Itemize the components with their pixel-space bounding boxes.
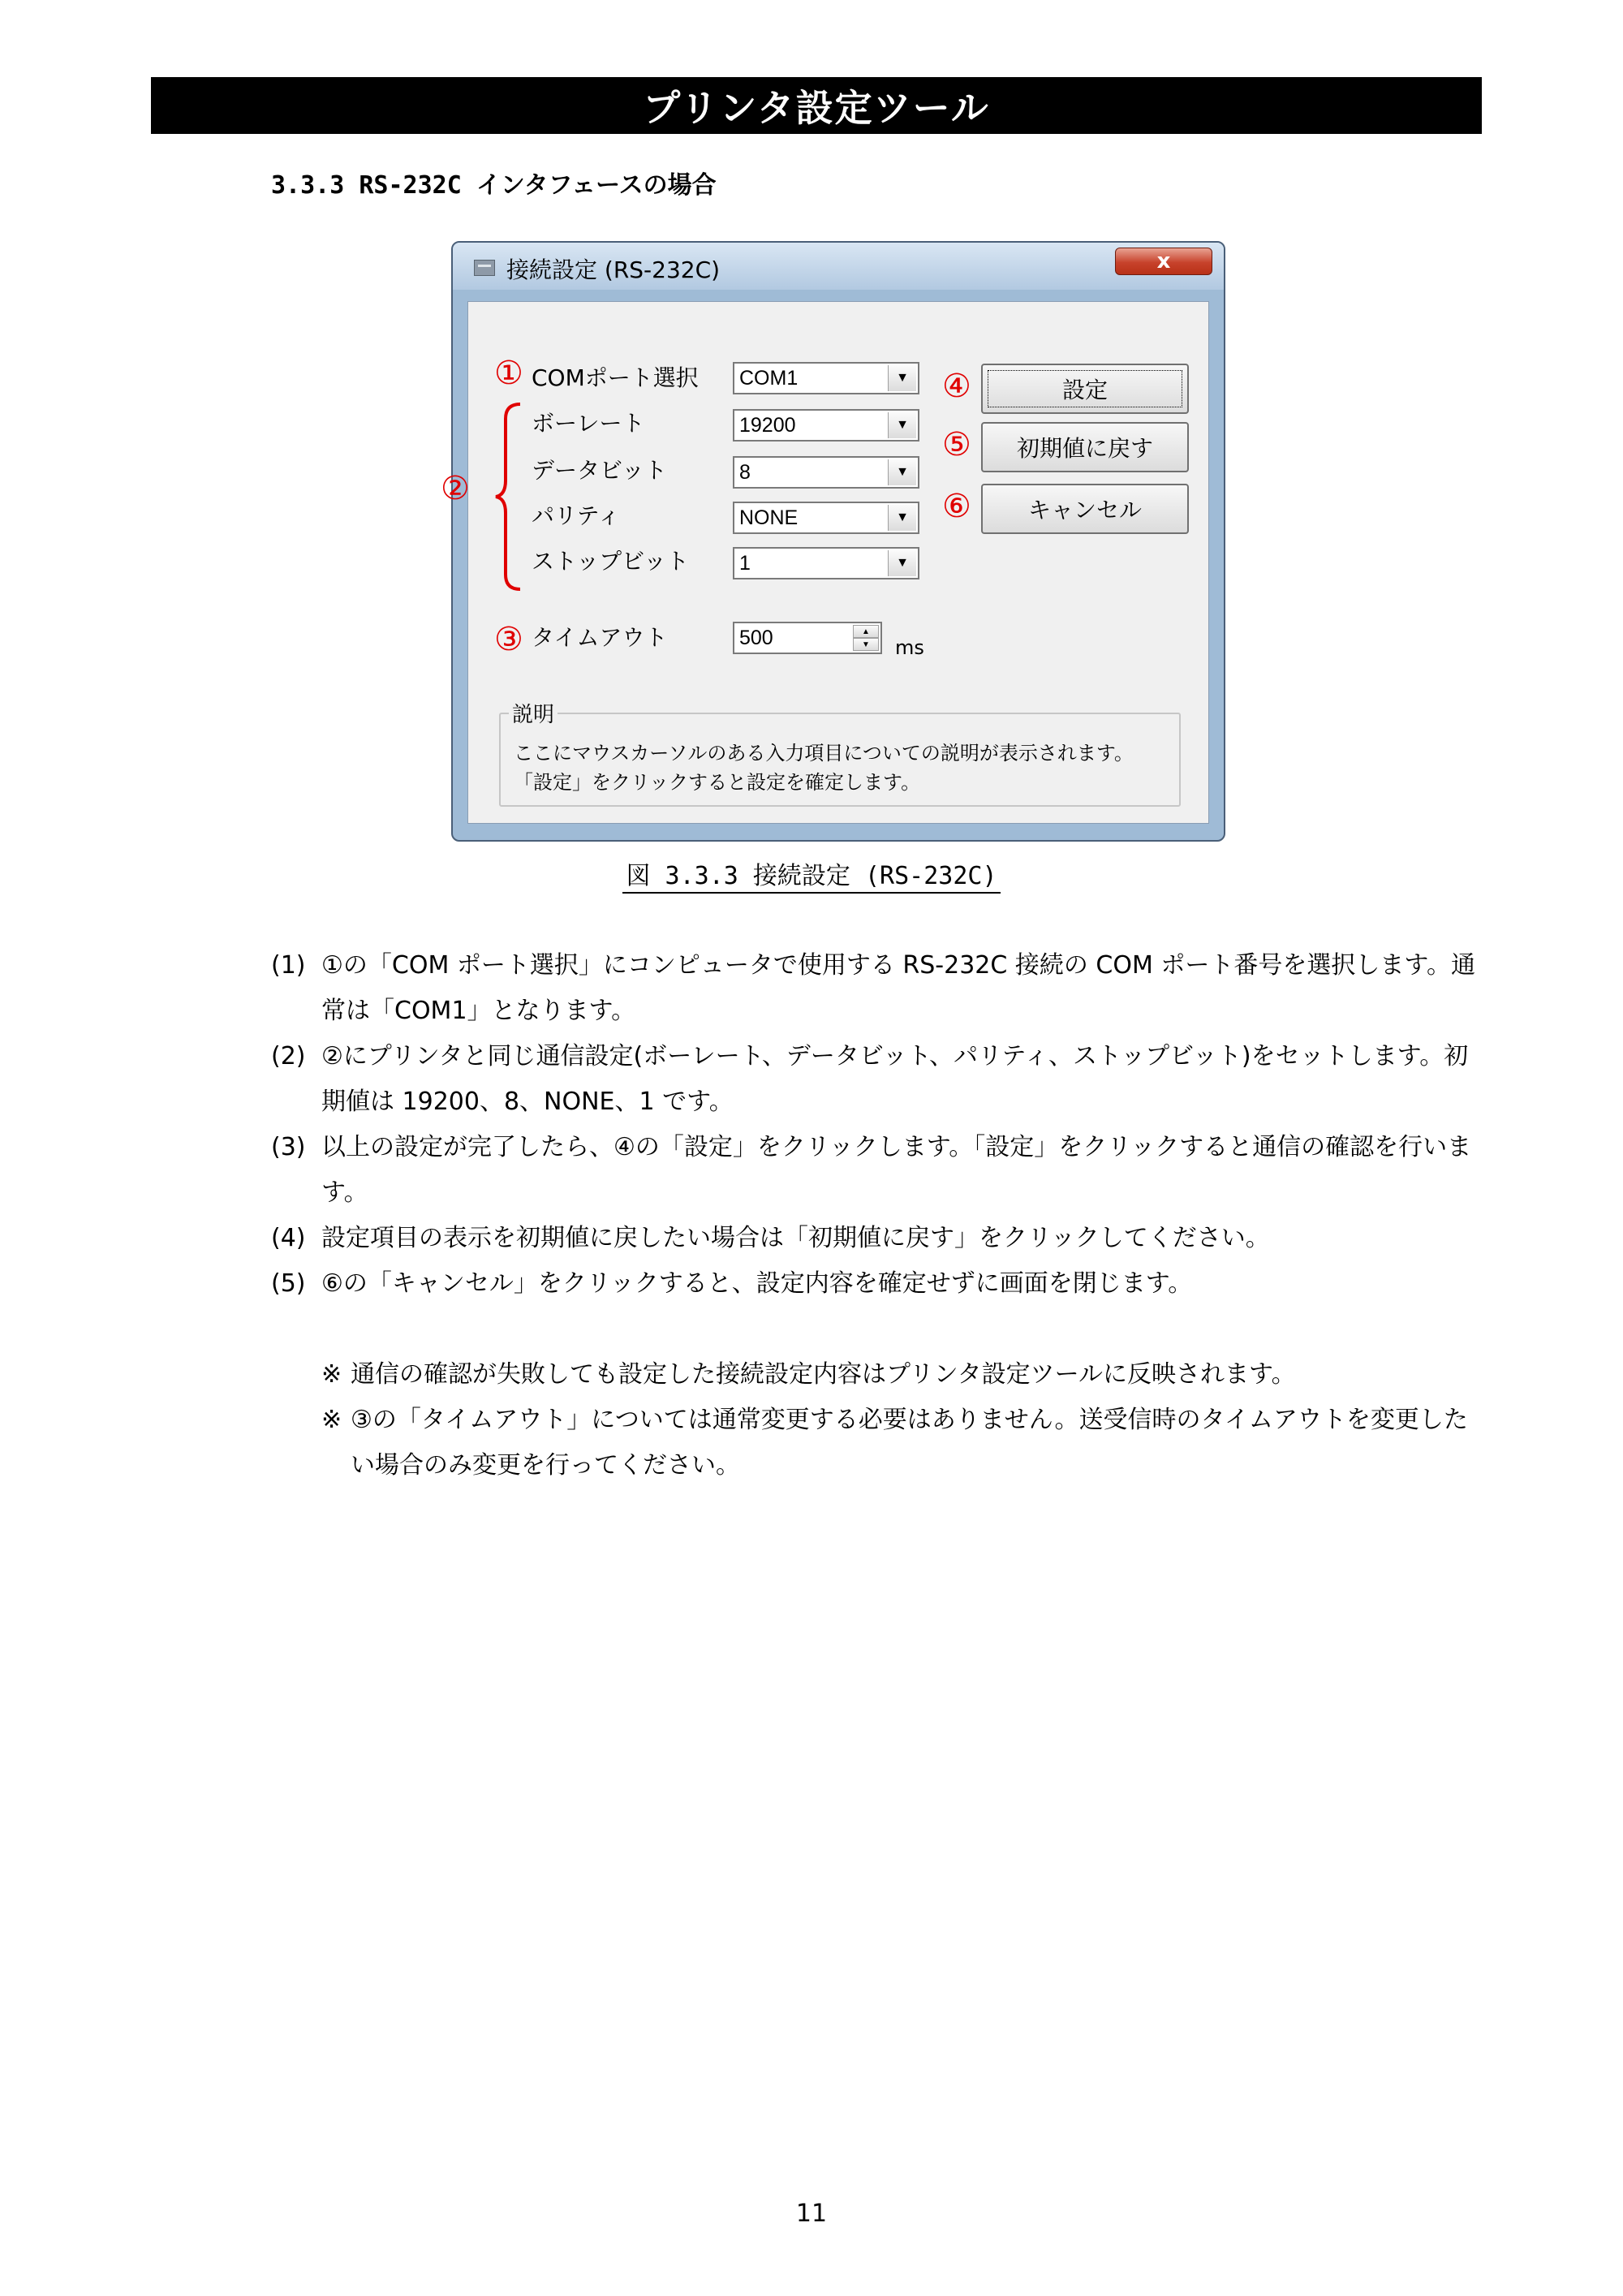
timeout-value: 500	[739, 626, 773, 649]
data-bits-select[interactable]	[733, 456, 919, 489]
stop-bits-label: ストップビット	[532, 548, 690, 575]
parity-value: NONE	[739, 506, 799, 529]
note-item	[321, 1352, 1488, 1398]
com-port-label: COMポート選択	[532, 364, 699, 391]
set-button[interactable]	[981, 364, 1189, 414]
step-number: (4)	[271, 1224, 306, 1252]
reset-button-label: 初期値に戻す	[1016, 435, 1153, 462]
section-heading: 3.3.3 RS-232C インタフェースの場合	[271, 171, 717, 200]
spin-down-icon[interactable]: ▼	[853, 638, 879, 651]
parity-select[interactable]	[733, 502, 919, 534]
chevron-down-icon[interactable]: ▼	[888, 550, 916, 576]
connection-settings-dialog	[441, 241, 1225, 842]
marker-3: ③	[494, 621, 523, 658]
note-mark: ※	[321, 1406, 342, 1434]
cancel-button-label: キャンセル	[1027, 497, 1142, 523]
step-text: ①の「COM ポート選択」にコンピュータで使用する RS-232C 接続の COM ポート番号を選択します。通常は「COM1」となります。	[321, 951, 1475, 1025]
timeout-spinner[interactable]	[733, 622, 882, 654]
step-item	[271, 1034, 1488, 1125]
marker-1: ①	[494, 355, 523, 392]
chevron-down-icon[interactable]: ▼	[888, 365, 916, 391]
marker-6: ⑥	[942, 488, 971, 525]
com-port-select[interactable]	[733, 362, 919, 394]
step-item	[271, 1261, 1488, 1307]
step-text: 設定項目の表示を初期値に戻したい場合は「初期値に戻す」をクリックしてください。	[321, 1224, 1270, 1252]
dialog-title: 接続設定 (RS-232C)	[506, 256, 721, 283]
data-bits-label: データビット	[532, 457, 667, 484]
page-number: 11	[795, 2199, 828, 2228]
description-groupbox	[499, 703, 1181, 807]
page-header-title: プリンタ設定ツール	[151, 77, 1482, 134]
group-brace-icon	[493, 403, 525, 591]
step-item	[271, 943, 1488, 1034]
cancel-button[interactable]	[981, 484, 1189, 534]
set-button-label: 設定	[1061, 377, 1108, 403]
baud-rate-select[interactable]	[733, 409, 919, 442]
note-text: ③の「タイムアウト」については通常変更する必要はありません。送受信時のタイムアウトを変更したい場合のみ変更を行ってください。	[351, 1406, 1468, 1480]
step-item	[271, 1216, 1488, 1261]
stop-bits-value: 1	[739, 551, 751, 575]
parity-label: パリティ	[532, 502, 621, 529]
dialog-titlebar[interactable]	[453, 243, 1224, 290]
close-button[interactable]	[1115, 248, 1212, 275]
marker-5: ⑤	[942, 426, 971, 463]
chevron-down-icon[interactable]: ▼	[888, 505, 916, 531]
app-window-icon	[474, 260, 495, 276]
timeout-unit: ms	[895, 636, 924, 659]
figure-caption-text: 図 3.3.3 接続設定 (RS-232C)	[622, 862, 1000, 894]
dialog-client-area	[441, 301, 1209, 824]
timeout-label: タイムアウト	[532, 624, 668, 651]
close-icon: x	[1156, 249, 1171, 274]
notes	[271, 1352, 1488, 1488]
step-number: (2)	[271, 1042, 306, 1070]
step-item	[271, 1125, 1488, 1216]
description-line-1: ここにマウスカーソルのある入力項目についての説明が表示されます。	[514, 742, 1134, 765]
baud-rate-label: ボーレート	[532, 410, 645, 437]
step-number: (5)	[271, 1269, 306, 1298]
chevron-down-icon[interactable]: ▼	[888, 459, 916, 485]
figure-caption	[0, 855, 1623, 891]
note-text: 通信の確認が失敗しても設定した接続設定内容はプリンタ設定ツールに反映されます。	[351, 1360, 1296, 1389]
step-number: (3)	[271, 1133, 306, 1161]
step-text: ②にプリンタと同じ通信設定(ボーレート、データビット、パリティ、ストップビット)をセットします。初期値は 19200、8、NONE、1 です。	[321, 1042, 1469, 1116]
baud-rate-value: 19200	[739, 413, 796, 437]
description-legend: 説明	[509, 698, 558, 728]
chevron-down-icon[interactable]: ▼	[888, 412, 916, 438]
note-item	[321, 1398, 1488, 1488]
marker-4: ④	[942, 368, 971, 405]
stop-bits-select[interactable]	[733, 547, 919, 579]
note-mark: ※	[321, 1360, 342, 1389]
data-bits-value: 8	[739, 460, 751, 484]
marker-2: ②	[441, 470, 470, 507]
description-text	[514, 739, 1134, 797]
spin-up-icon[interactable]: ▲	[853, 625, 879, 638]
instructions	[271, 943, 1488, 1488]
step-text: ⑥の「キャンセル」をクリックすると、設定内容を確定せずに画面を閉じます。	[321, 1269, 1193, 1298]
description-line-2: 「設定」をクリックすると設定を確定します。	[514, 771, 921, 794]
com-port-value: COM1	[739, 366, 799, 390]
step-text: 以上の設定が完了したら、④の「設定」をクリックします。「設定」をクリックすると通信の確認を行います。	[321, 1133, 1472, 1207]
reset-defaults-button[interactable]	[981, 422, 1189, 472]
step-number: (1)	[271, 951, 306, 980]
